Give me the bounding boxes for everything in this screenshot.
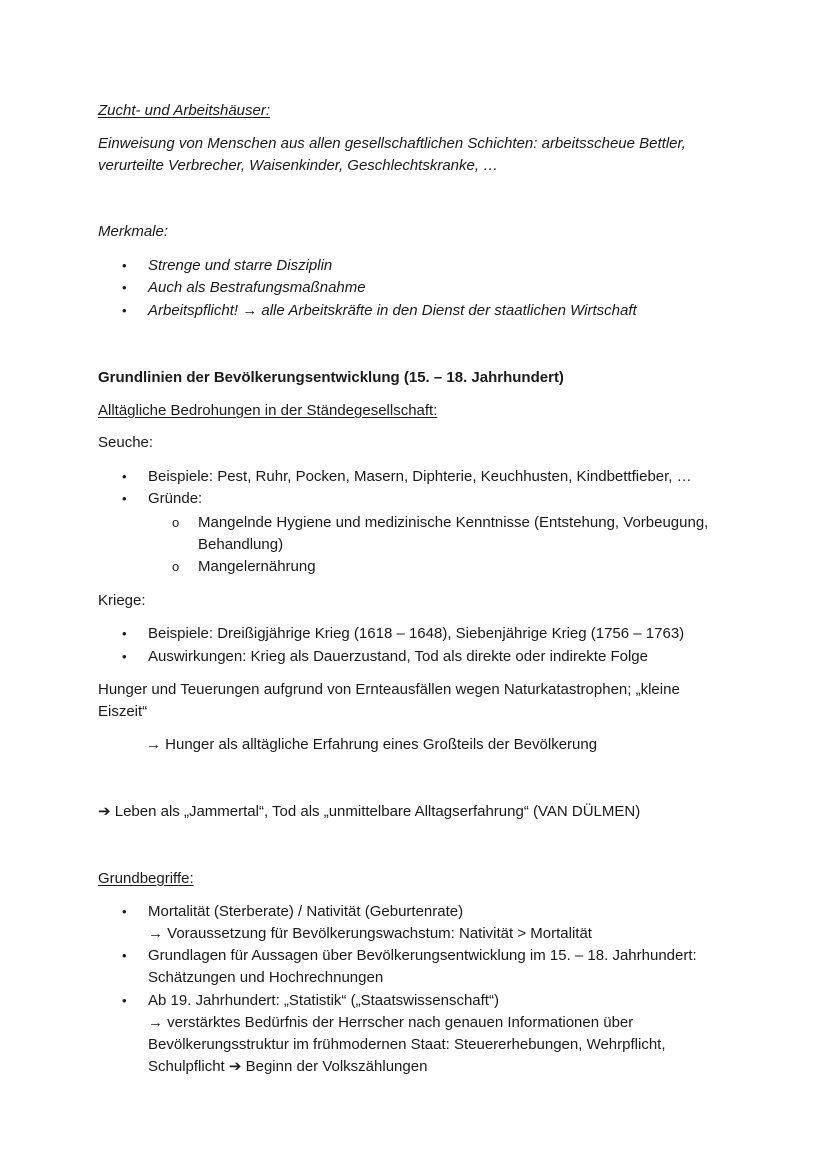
list-item-continuation bbox=[98, 967, 738, 989]
bullet-icon: • bbox=[122, 303, 127, 318]
list-item bbox=[98, 990, 738, 1012]
list-item-continuation bbox=[98, 1056, 738, 1078]
bullet-icon: • bbox=[122, 491, 127, 506]
list-item-text: Bevölkerungsstruktur im frühmodernen Staat: Steuererhebungen, Wehrpflicht, bbox=[148, 1036, 666, 1053]
paragraph-line: Einweisung von Menschen aus allen gesellschaftlichen Schichten: arbeitsscheue Bettler, bbox=[98, 135, 686, 152]
subheading-bedrohungen: Alltägliche Bedrohungen in der Ständegesellschaft: bbox=[98, 402, 438, 419]
list-item-text: Strenge und starre Disziplin bbox=[148, 257, 333, 274]
list-item bbox=[98, 255, 738, 277]
list-item-continuation bbox=[98, 1034, 738, 1056]
sub-list-item-text: Behandlung) bbox=[198, 536, 284, 553]
list-item-text: Schulpflicht ➔ Beginn der Volkszählungen bbox=[148, 1058, 428, 1075]
bullet-icon: • bbox=[122, 469, 127, 484]
bullet-icon: • bbox=[122, 649, 127, 664]
list-item bbox=[98, 466, 738, 488]
hunger-result: → Hunger als alltägliche Erfahrung eines Großteils der Bevölkerung bbox=[146, 736, 598, 753]
circle-bullet-icon: o bbox=[172, 559, 180, 574]
list-item-continuation bbox=[98, 1012, 738, 1034]
paragraph-line: verurteilte Verbrecher, Waisenkinder, Geschlechtskranke, … bbox=[98, 157, 499, 174]
paragraph-line: Hunger und Teuerungen aufgrund von Ernteausfällen wegen Naturkatastrophen; „kleine bbox=[98, 681, 680, 698]
bullet-icon: • bbox=[122, 993, 127, 1008]
list-item-text: Grundlagen für Aussagen über Bevölkerungsentwicklung im 15. – 18. Jahrhundert: bbox=[148, 947, 697, 964]
list-item-text: → Voraussetzung für Bevölkerungswachstum: Nativität > Mortalität bbox=[148, 925, 592, 942]
conclusion-line: ➔ Leben als „Jammertal“, Tod als „unmittelbare Alltagserfahrung“ (VAN DÜLMEN) bbox=[98, 803, 641, 820]
list-item-text: Beispiele: Dreißigjährige Krieg (1618 – 1648), Siebenjährige Krieg (1756 – 1763) bbox=[148, 625, 685, 642]
bullet-icon: • bbox=[122, 904, 127, 919]
paragraph-line: Eiszeit“ bbox=[98, 703, 148, 720]
list-item-text: Mortalität (Sterberate) / Nativität (Geburtenrate) bbox=[148, 903, 464, 920]
bullet-icon: • bbox=[122, 258, 127, 273]
list-item-text: → verstärktes Bedürfnis der Herrscher nach genauen Informationen über bbox=[148, 1014, 634, 1031]
list-item-text: Beispiele: Pest, Ruhr, Pocken, Masern, Diphterie, Keuchhusten, Kindbettfieber, … bbox=[148, 468, 692, 485]
circle-bullet-icon: o bbox=[172, 515, 180, 530]
list-item-text: Arbeitspflicht! → alle Arbeitskräfte in den Dienst der staatlichen Wirtschaft bbox=[148, 302, 637, 319]
list-item bbox=[98, 646, 738, 668]
list-item-continuation bbox=[98, 923, 738, 945]
sub-list-item-continuation bbox=[98, 534, 738, 556]
section-title: Grundlinien der Bevölkerungsentwicklung (15. – 18. Jahrhundert) bbox=[98, 369, 564, 386]
list-item-text: Schätzungen und Hochrechnungen bbox=[148, 969, 384, 986]
bullet-icon: • bbox=[122, 280, 127, 295]
kriege-label: Kriege: bbox=[98, 592, 146, 609]
section-heading-grundbegriffe: Grundbegriffe: bbox=[98, 870, 194, 887]
list-item-text: Gründe: bbox=[148, 490, 203, 507]
section-heading-zuchthaeuser: Zucht- und Arbeitshäuser: bbox=[98, 102, 271, 119]
sub-list-item-text: Mangelernährung bbox=[198, 558, 316, 575]
seuche-label: Seuche: bbox=[98, 434, 154, 451]
list-item bbox=[98, 300, 738, 322]
list-item-text: Ab 19. Jahrhundert: „Statistik“ („Staatswissenschaft“) bbox=[148, 992, 499, 1009]
list-item bbox=[98, 277, 738, 299]
list-item bbox=[98, 488, 738, 510]
list-item-text: Auswirkungen: Krieg als Dauerzustand, Tod als direkte oder indirekte Folge bbox=[148, 648, 648, 665]
list-item bbox=[98, 623, 738, 645]
list-item-text: Auch als Bestrafungsmaßnahme bbox=[148, 279, 366, 296]
sub-list-item-text: Mangelnde Hygiene und medizinische Kenntnisse (Entstehung, Vorbeugung, bbox=[198, 514, 709, 531]
sub-list-item bbox=[98, 556, 738, 578]
list-item bbox=[98, 945, 738, 967]
sub-list-item bbox=[98, 512, 738, 534]
bullet-icon: • bbox=[122, 626, 127, 641]
bullet-icon: • bbox=[122, 948, 127, 963]
list-item bbox=[98, 901, 738, 923]
merkmale-label: Merkmale: bbox=[98, 223, 169, 240]
